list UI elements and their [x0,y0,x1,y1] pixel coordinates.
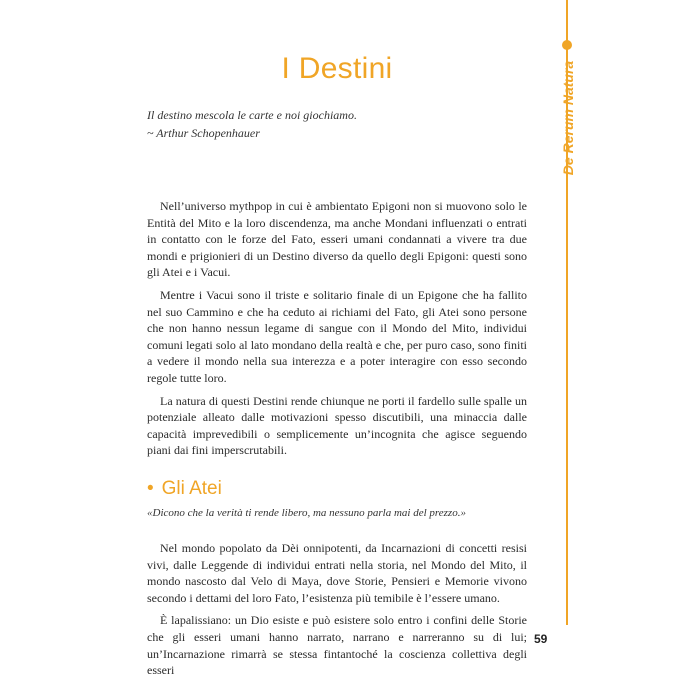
paragraph: Nel mondo popolato da Dèi onnipotenti, da Incarnazioni di concetti resisi vivi, dalle Leggende di individui entrati nella storia, nel Mondo del Mito, il mondo nascosto dal Velo di Maya, dove Storie, Pensieri e Memorie vivono secondo i dettami del loro Fato, l’esistenza più temibile è l’essere umano. [147,541,527,605]
paragraph: La natura di questi Destini rende chiunque ne porti il fardello sulle spalle un potenziale alleato dalle motivazioni spesso discutibili, una minaccia dalle capacità imprevedibili o semplicemente un’incognita che agisce seguendo piani dai fini imperscrutabili. [147,393,527,458]
paragraph: Nell’universo mythpop in cui è ambientato Epigoni non si muovono solo le Entità del Mito e la loro discendenza, ma anche Mondani influenzati o entrati in contatto con le forze del Fato, esseri umani condannati a vivere tra due mondi e prigionieri di un Destino diverso da quello degli Epigoni: questi sono gli Atei e i Vacui. [147,199,527,280]
chapter-side-label: De Rerum Natura [560,60,576,176]
page-number: 59 [534,632,548,646]
section-text [147,540,527,685]
epigraph [147,106,527,142]
epigraph-quote: Il destino mescola le carte e noi giochiamo. [147,108,357,122]
section-quote: «Dicono che la verità ti rende libero, ma nessuno parla mai del prezzo.» [147,507,466,519]
page-title: I Destini [281,52,393,85]
intro-text [147,198,527,465]
section-heading-text: Gli Atei [161,478,222,499]
paragraph: Mentre i Vacui sono il triste e solitario finale di un Epigone che ha fallito nel suo Cammino e che ha ceduto ai richiami del Fato, gli Atei sono persone che non hanno nessun legame di sangue con il Mondo del Mito, individui comuni legati solo al lato mondano della realtà e che, per puro caso, sono finiti a vedere il mondo nella sua interezza e a poter interagire con esso secondo regole tutte loro. [147,287,527,385]
side-rule-dot [562,40,572,50]
section-heading [147,478,222,500]
bullet-icon: • [147,478,154,499]
paragraph: È lapalissiano: un Dio esiste e può esistere solo entro i confini delle Storie che gli esseri umani hanno narrato, narrano e narreranno su di lui; un’Incarnazione rimarrà se stessa fintantoché la coscienza collettiva degli esseri [147,613,527,678]
epigraph-author: ~ Arthur Schopenhauer [147,126,260,140]
